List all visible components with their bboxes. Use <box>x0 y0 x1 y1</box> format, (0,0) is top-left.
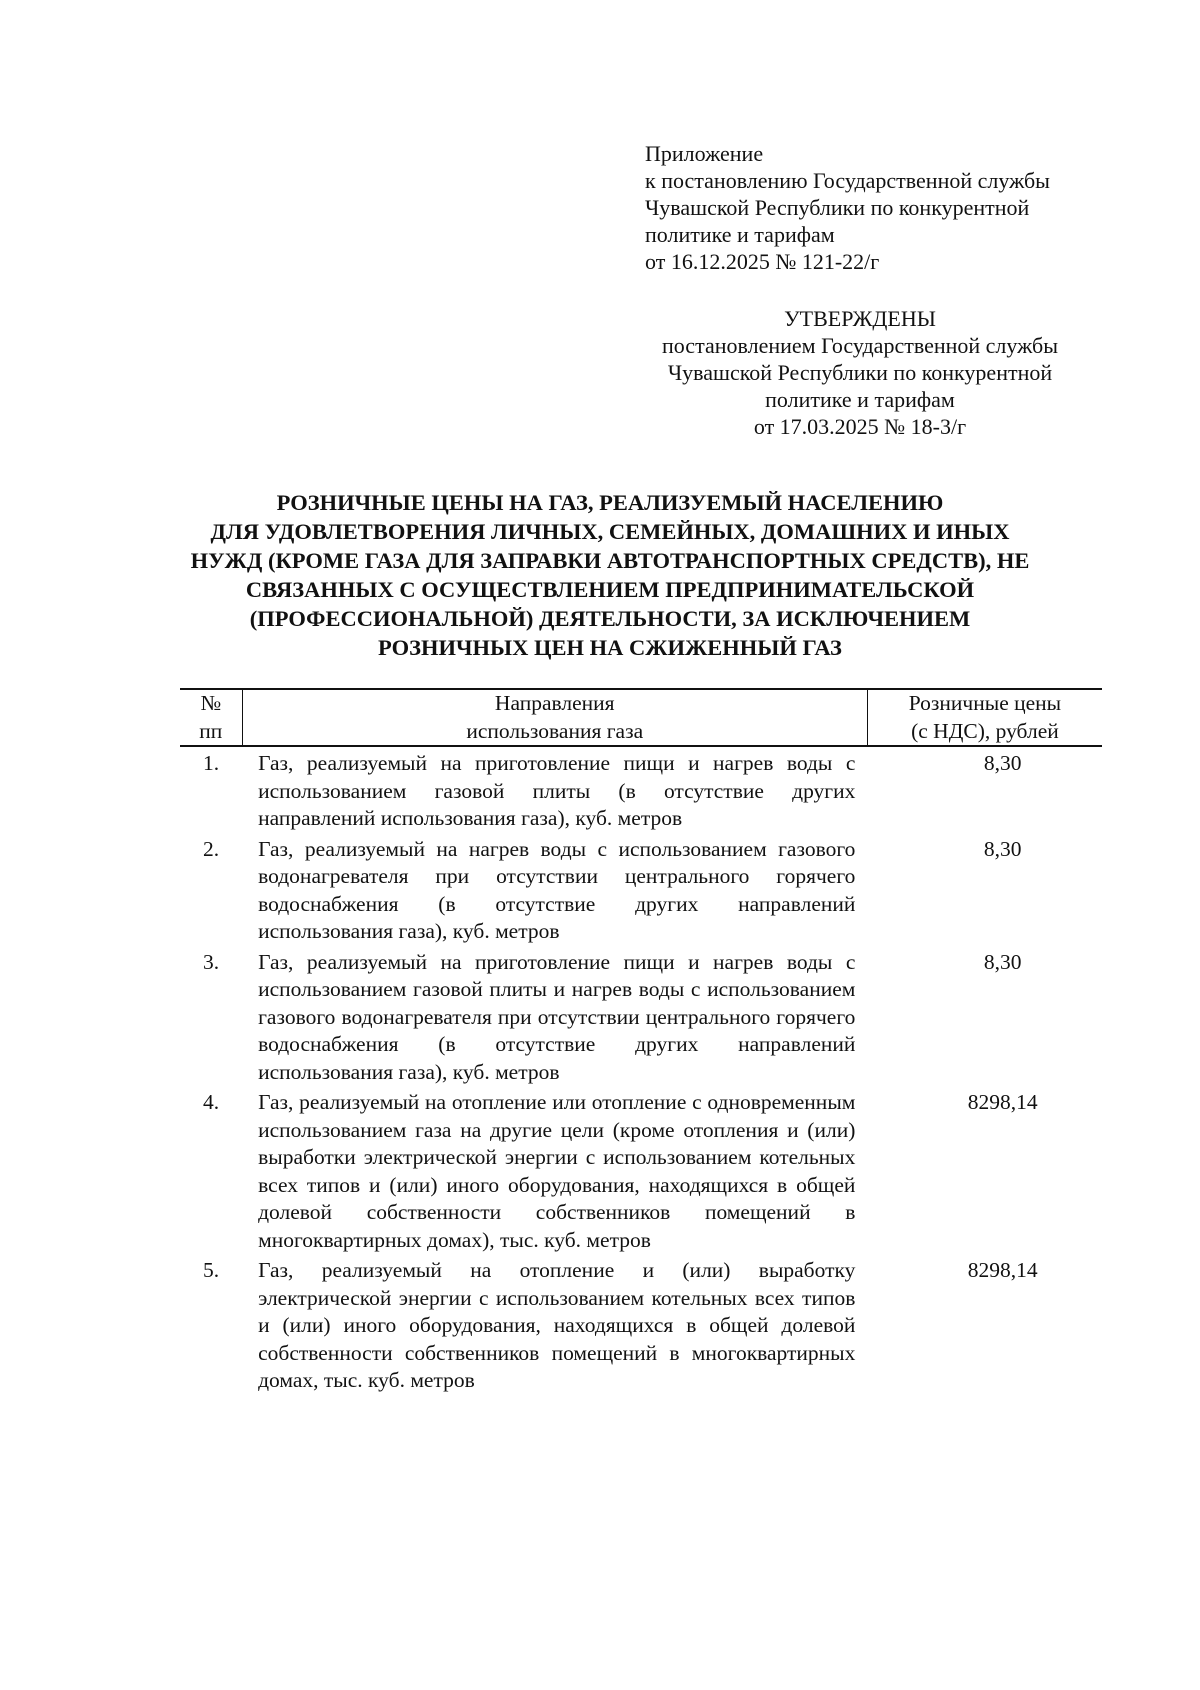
header-price-line2: (с НДС), рублей <box>911 718 1059 743</box>
approval-block <box>640 305 1080 440</box>
table-row <box>180 746 1102 833</box>
row-direction: Газ, реализуемый на отопление и (или) выработку электрической энергии с использованием котельных всех типов и (или) иного оборудования, находящихся в общей долевой собственности собственников помещений в многоквартирных домах, тыс. куб. метров <box>258 1258 856 1392</box>
row-number: 4. <box>202 1090 220 1114</box>
header-direction-line1: Направления <box>494 691 615 715</box>
approval-line: Чувашской Республики по конкурентной <box>667 360 1053 385</box>
appendix-line: политике и тарифам <box>645 222 835 247</box>
header-number-line2: пп <box>199 718 223 743</box>
row-direction: Газ, реализуемый на приготовление пищи и нагрев воды с использованием газовой плиты и нагрев воды с использованием газового водонагревателя при отсутствии центрального горячего водоснабжения (в отсутствие других направлений использования газа), куб. метров <box>258 949 856 1084</box>
row-number: 1. <box>202 751 220 775</box>
row-price: 8,30 <box>983 836 1022 861</box>
header-number-line1: № <box>200 691 222 715</box>
header-direction <box>242 689 867 746</box>
title-line: РОЗНИЧНЫХ ЦЕН НА СЖИЖЕННЫЙ ГАЗ <box>378 635 842 660</box>
approval-line: политике и тарифам <box>765 387 955 412</box>
appendix-line: Чувашской Республики по конкурентной <box>645 195 1030 220</box>
approval-line: от 17.03.2025 № 18-3/г <box>753 414 967 439</box>
header-price <box>867 689 1102 746</box>
appendix-block <box>645 140 1115 275</box>
row-number: 5. <box>202 1258 220 1282</box>
table-row <box>180 1086 1102 1254</box>
document-title <box>180 488 1040 662</box>
row-direction: Газ, реализуемый на нагрев воды с использованием газового водонагревателя при отсутствии центрального горячего водоснабжения (в отсутствие других направлений использования газа), куб. метров <box>258 836 856 943</box>
row-number: 3. <box>202 949 220 974</box>
header-number <box>180 689 242 746</box>
appendix-line: от 16.12.2025 № 121-22/г <box>645 249 880 274</box>
appendix-line: Приложение <box>645 141 764 166</box>
approval-heading: УТВЕРЖДЕНЫ <box>784 306 936 331</box>
appendix-line: к постановлению Государственной службы <box>645 168 1050 193</box>
row-direction: Газ, реализуемый на отопление или отопление с одновременным использованием газа на другие цели (кроме отопления и (или) выработки электрической энергии с использованием котельных всех типов и (или) иного оборудования, находящихся в общей долевой собственности собственников помещений в многоквартирных домах), тыс. куб. метров <box>258 1090 856 1252</box>
table-row <box>180 946 1102 1087</box>
row-direction: Газ, реализуемый на приготовление пищи и нагрев воды с использованием газовой плиты (в отсутствие других направлений использования газа), куб. метров <box>258 751 856 830</box>
row-price: 8,30 <box>983 751 1022 775</box>
table-row <box>180 1254 1102 1395</box>
row-price: 8298,14 <box>967 1090 1038 1114</box>
row-number: 2. <box>202 836 220 861</box>
row-price: 8298,14 <box>967 1258 1038 1282</box>
title-line: РОЗНИЧНЫЕ ЦЕНЫ НА ГАЗ, РЕАЛИЗУЕМЫЙ НАСЕЛЕНИЮ <box>276 490 944 515</box>
header-price-line1: Розничные цены <box>908 691 1062 715</box>
title-line: ДЛЯ УДОВЛЕТВОРЕНИЯ ЛИЧНЫХ, СЕМЕЙНЫХ, ДОМАШНИХ И ИНЫХ <box>210 519 1010 544</box>
row-price: 8,30 <box>983 949 1022 974</box>
title-line: НУЖД (КРОМЕ ГАЗА ДЛЯ ЗАПРАВКИ АВТОТРАНСПОРТНЫХ СРЕДСТВ), НЕ <box>190 548 1030 573</box>
approval-line: постановлением Государственной службы <box>661 333 1059 358</box>
table-row <box>180 833 1102 946</box>
table-header-row <box>180 689 1102 746</box>
title-line: СВЯЗАННЫХ С ОСУЩЕСТВЛЕНИЕМ ПРЕДПРИНИМАТЕЛЬСКОЙ <box>245 577 975 602</box>
title-line: (ПРОФЕССИОНАЛЬНОЙ) ДЕЯТЕЛЬНОСТИ, ЗА ИСКЛЮЧЕНИЕМ <box>249 606 971 631</box>
prices-table <box>180 688 1102 1395</box>
header-direction-line2: использования газа <box>466 718 644 743</box>
